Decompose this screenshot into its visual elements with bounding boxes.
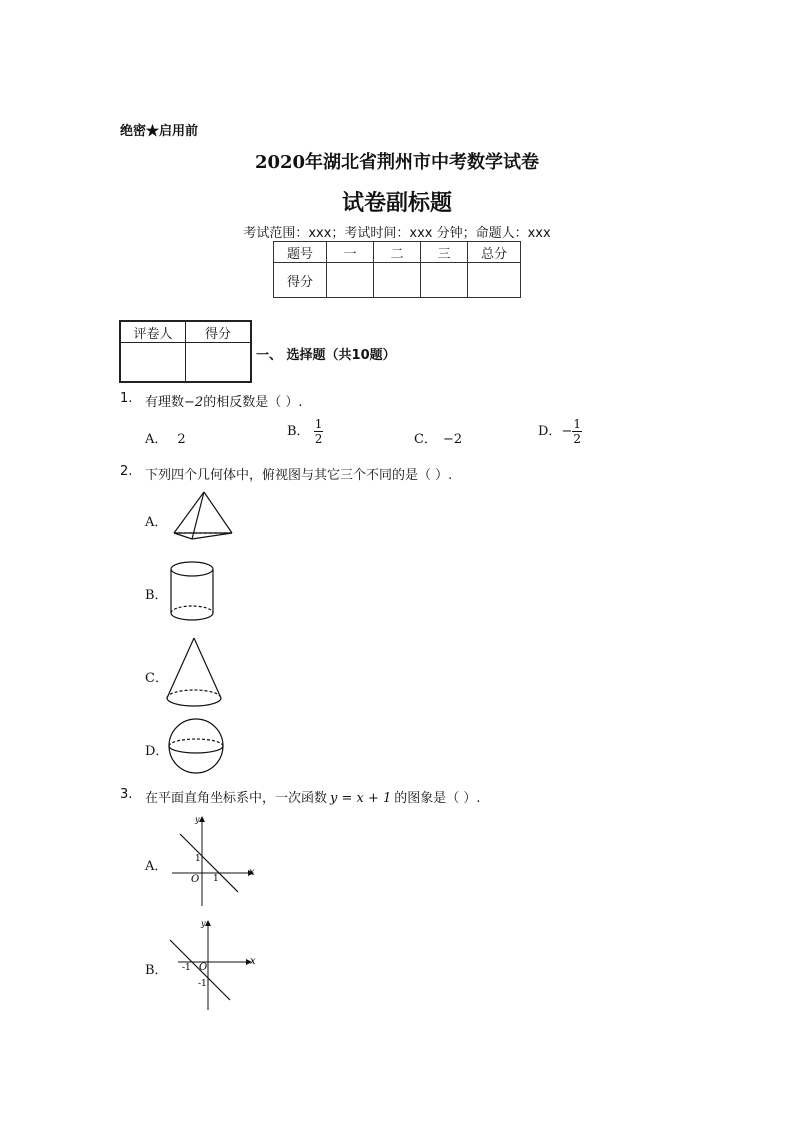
grader-table-header-row xyxy=(120,321,251,343)
option-a[interactable]: A． xyxy=(145,859,168,874)
origin-label: O xyxy=(199,962,208,973)
question-number: 3. xyxy=(120,787,133,802)
math-expression: y = x + 1 xyxy=(330,791,392,806)
option-d[interactable] xyxy=(538,418,582,445)
question-text-part: 的图象是（ ）. xyxy=(394,791,481,806)
question-number: 2. xyxy=(120,464,133,479)
grader-header-cell: 评卷人 xyxy=(120,321,186,343)
fraction-numerator: 1 xyxy=(314,417,323,431)
axis-y-label: y xyxy=(195,815,200,824)
exam-title: 2020年湖北省荆州市中考数学试卷 xyxy=(254,152,540,173)
cylinder-icon xyxy=(168,560,218,626)
question-text-part: 在平面直角坐标系中，一次函数 xyxy=(145,791,328,806)
option-sign: − xyxy=(561,424,573,439)
graph-b-icon xyxy=(166,918,260,1014)
graph-a-icon xyxy=(168,814,260,910)
question-text-part: 有理数 xyxy=(145,395,185,410)
score-cell[interactable] xyxy=(374,263,421,298)
axis-x-label: x xyxy=(249,867,255,878)
grader-table xyxy=(119,320,252,383)
score-header-cell: 题号 xyxy=(274,242,327,263)
option-c[interactable] xyxy=(414,428,462,447)
section-heading: 一、 选择题（共10题） xyxy=(256,348,396,363)
axis-x-label: x xyxy=(250,956,256,967)
fraction xyxy=(572,418,582,445)
tick-y-label: -1 xyxy=(198,979,207,989)
fraction-numerator: 1 xyxy=(573,417,581,431)
score-cell[interactable] xyxy=(327,263,374,298)
tick-x-label: 1 xyxy=(213,874,219,884)
axis-y-label: y xyxy=(201,919,206,928)
score-cell[interactable] xyxy=(421,263,468,298)
math-expression: −2 xyxy=(184,395,204,410)
grader-table-row xyxy=(120,343,251,383)
score-table-header-row xyxy=(274,242,521,263)
origin-label: O xyxy=(191,874,200,885)
pyramid-icon xyxy=(164,490,240,550)
option-label: D． xyxy=(538,424,562,439)
option-c[interactable]: C． xyxy=(145,671,168,686)
score-row-label: 得分 xyxy=(274,263,327,298)
tick-x-label: -1 xyxy=(182,963,191,973)
score-header-cell: 三 xyxy=(421,242,468,263)
option-label: B． xyxy=(287,424,310,439)
exam-subtitle: 试卷副标题 xyxy=(341,191,452,216)
option-a[interactable]: A． xyxy=(145,515,168,530)
tick-y-label: 1 xyxy=(195,854,201,864)
option-label: A． xyxy=(145,432,168,447)
grader-cell[interactable] xyxy=(186,343,252,383)
score-table-row xyxy=(274,263,521,298)
score-header-cell: 总分 xyxy=(468,242,521,263)
question-text: 下列四个几何体中，俯视图与其它三个不同的是（ ）. xyxy=(145,468,453,483)
option-b[interactable]: B． xyxy=(145,963,168,978)
score-header-cell: 二 xyxy=(374,242,421,263)
option-d[interactable]: D． xyxy=(145,744,169,759)
grader-header-cell: 得分 xyxy=(186,321,252,343)
score-cell[interactable] xyxy=(468,263,521,298)
score-table xyxy=(273,241,521,298)
score-header-cell: 一 xyxy=(327,242,374,263)
fraction-denominator: 2 xyxy=(573,432,581,446)
option-b[interactable]: B． xyxy=(145,588,168,603)
question-text xyxy=(145,391,302,410)
question-number: 1. xyxy=(120,391,133,406)
option-b[interactable] xyxy=(287,418,323,445)
option-label: C． xyxy=(414,432,437,447)
question-text xyxy=(145,787,481,806)
grader-cell[interactable] xyxy=(120,343,186,383)
exam-info: 考试范围：xxx；考试时间：xxx 分钟；命题人：xxx xyxy=(243,226,551,241)
option-a[interactable] xyxy=(145,428,186,447)
option-value: 2 xyxy=(177,432,186,447)
cone-icon xyxy=(164,636,226,712)
fraction-denominator: 2 xyxy=(314,432,323,446)
question-text-part: 的相反数是（ ）. xyxy=(203,395,303,410)
sphere-icon xyxy=(166,716,228,778)
confidential-label: 绝密★启用前 xyxy=(120,124,199,139)
fraction xyxy=(314,418,324,445)
option-value: −2 xyxy=(442,432,463,447)
